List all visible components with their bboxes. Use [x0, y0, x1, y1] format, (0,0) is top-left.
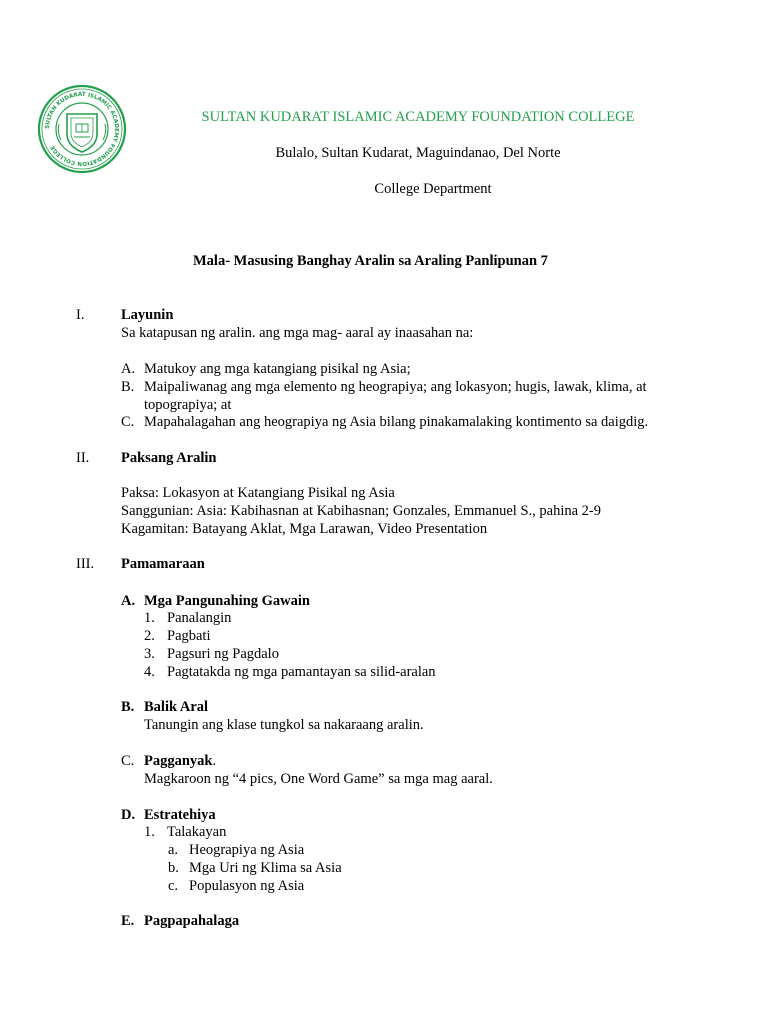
- procedure-b-marker: B.: [121, 699, 135, 715]
- objective-c-text: Mapahalagahan ang heograpiya ng Asia bilang pinakamalaking kontimento sa daigdig.: [144, 414, 649, 430]
- section-2-heading: Paksang Aralin: [121, 450, 217, 466]
- seal-ring-text: SULTAN KUDARAT ISLAMIC ACADEMY FOUNDATION COLLEGE: [44, 91, 120, 167]
- procedure-c-heading: Pagganyak: [144, 753, 213, 769]
- procedure-a-item-4-text: Pagtatakda ng mga pamantayan sa silid-aralan: [167, 664, 436, 680]
- procedure-a-marker: A.: [121, 593, 136, 609]
- procedure-d-item-text: Talakayan: [167, 824, 227, 840]
- school-address: Bulalo, Sultan Kudarat, Maguindanao, Del Norte: [275, 145, 561, 161]
- section-1-heading: Layunin: [121, 307, 174, 323]
- procedure-d-subitem-c-marker: c.: [168, 878, 179, 894]
- procedure-d-subitem-a-marker: a.: [168, 842, 179, 858]
- section-2-numeral: II.: [76, 450, 90, 466]
- department-name: College Department: [374, 181, 492, 197]
- procedure-d-subitem-a-text: Heograpiya ng Asia: [189, 842, 305, 858]
- procedure-a-item-1-marker: 1.: [144, 610, 155, 626]
- reference-line: Sanggunian: Asia: Kabihasnan at Kabihasnan; Gonzales, Emmanuel S., pahina 2-9: [121, 503, 602, 519]
- section-1-numeral: I.: [76, 307, 85, 323]
- procedure-d-subitem-b-marker: b.: [168, 860, 179, 876]
- objective-a-marker: A.: [121, 361, 136, 377]
- procedure-d-subitem-c-text: Populasyon ng Asia: [189, 878, 305, 894]
- procedure-d-heading: Estratehiya: [144, 807, 216, 823]
- procedure-b-text: Tanungin ang klase tungkol sa nakaraang aralin.: [144, 717, 424, 733]
- procedure-d-subitem-b-text: Mga Uri ng Klima sa Asia: [189, 860, 342, 876]
- section-3-heading: Pamamaraan: [121, 556, 205, 572]
- section-1-intro: Sa katapusan ng aralin. ang mga mag- aaral ay inaasahan na:: [121, 325, 474, 341]
- objective-a-text: Matukoy ang mga katangiang pisikal ng Asia;: [144, 361, 411, 377]
- procedure-e-heading: Pagpapahalaga: [144, 913, 240, 929]
- procedure-c-marker: C.: [121, 753, 135, 769]
- objective-b-text-cont: topograpiya; at: [144, 397, 232, 413]
- school-name: SULTAN KUDARAT ISLAMIC ACADEMY FOUNDATION COLLEGE: [201, 109, 635, 125]
- objective-b-marker: B.: [121, 379, 135, 395]
- objective-c-marker: C.: [121, 414, 135, 430]
- procedure-a-item-3-marker: 3.: [144, 646, 155, 662]
- section-3-numeral: III.: [76, 556, 95, 572]
- procedure-c-heading-line: [144, 752, 216, 770]
- procedure-b-heading: Balik Aral: [144, 699, 209, 715]
- procedure-a-item-4-marker: 4.: [144, 664, 155, 680]
- lesson-plan-title: Mala- Masusing Banghay Aralin sa Araling Panlipunan 7: [193, 253, 548, 269]
- topic-line: Paksa: Lokasyon at Katangiang Pisikal ng Asia: [121, 485, 395, 501]
- procedure-a-heading: Mga Pangunahing Gawain: [144, 593, 310, 609]
- procedure-a-item-2-marker: 2.: [144, 628, 155, 644]
- procedure-a-item-1-text: Panalangin: [167, 610, 232, 626]
- procedure-e-marker: E.: [121, 913, 135, 929]
- objective-b-text: Maipaliwanag ang mga elemento ng heograpiya; ang lokasyon; hugis, lawak, klima, at: [144, 379, 647, 395]
- procedure-d-marker: D.: [121, 807, 136, 823]
- procedure-d-item-marker: 1.: [144, 824, 155, 840]
- materials-line: Kagamitan: Batayang Aklat, Mga Larawan, Video Presentation: [121, 521, 488, 537]
- procedure-a-item-2-text: Pagbati: [167, 628, 211, 644]
- procedure-a-item-3-text: Pagsuri ng Pagdalo: [167, 646, 279, 662]
- procedure-c-heading-suffix: .: [212, 753, 217, 769]
- procedure-c-text: Magkaroon ng “4 pics, One Word Game” sa mga mag aaral.: [144, 771, 493, 787]
